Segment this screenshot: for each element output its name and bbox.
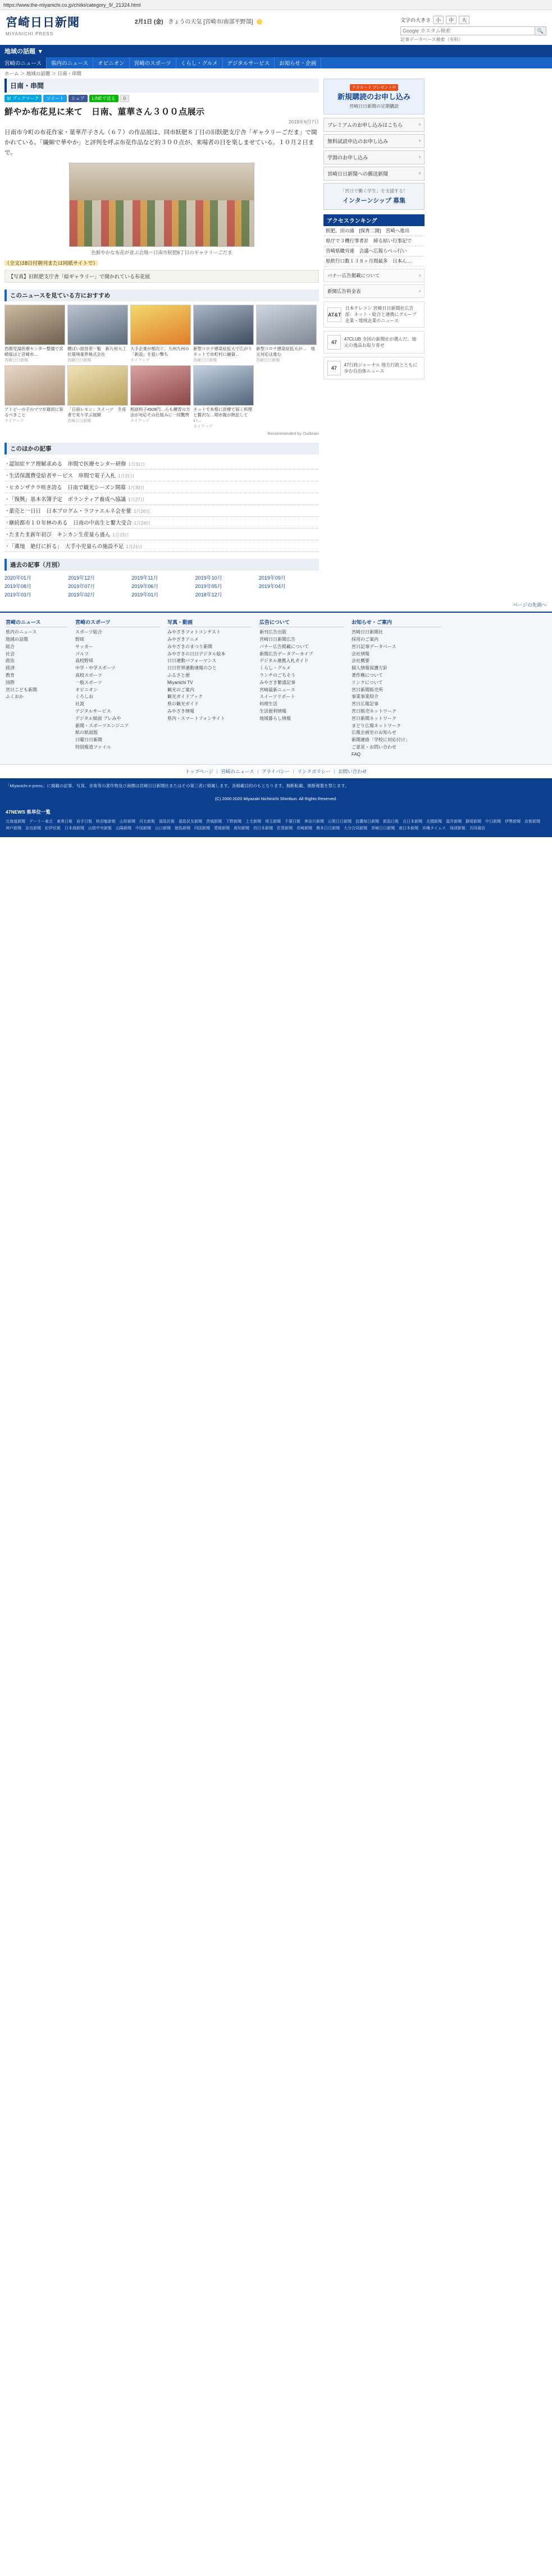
- nav-item-2[interactable]: オピニオン: [93, 57, 130, 68]
- recommend-thumbnail: [193, 365, 254, 406]
- footer-link[interactable]: 県内・スマートフォンサイト: [167, 715, 225, 721]
- site-logo[interactable]: [6, 13, 135, 36]
- footer-link[interactable]: 中学・中学スポーツ: [75, 665, 116, 671]
- footer-link[interactable]: まどり広報ネットワーク: [352, 723, 401, 728]
- footer-link[interactable]: 宮崎最新ニュース: [259, 687, 295, 692]
- footer-link[interactable]: みやざき繁盛記事: [259, 679, 295, 685]
- footer-link[interactable]: 観光ガイドブック: [167, 694, 203, 700]
- banner-ad-info-link[interactable]: バナー広告掲載について ›: [323, 269, 425, 282]
- article-photo-link[interactable]: 【写真】旧飫肥支庁舎「絵ギャラリー」で開かれている布花展: [4, 270, 319, 283]
- article-date: 2019年6月7日: [289, 119, 319, 125]
- category-title: 日南・串間: [4, 79, 319, 93]
- footer-link[interactable]: くらし・グルメ: [259, 665, 291, 671]
- header-tools: [400, 13, 546, 43]
- recommend-caption: 新型コロナ感染症拡大で広がり ネットで市町村に融資…: [193, 346, 257, 357]
- recommend-thumbnail: [4, 365, 65, 406]
- recommend-source: タイアップ: [4, 419, 24, 424]
- affiliate-papers: [0, 803, 552, 837]
- recommend-source: 宮崎日日新聞: [256, 358, 280, 362]
- related-text: ヒカンザクラ咲き誇る 日南で観光シーズン開幕: [9, 485, 126, 492]
- recommend-card[interactable]: [4, 305, 65, 363]
- recommend-card[interactable]: [67, 365, 128, 429]
- footer-link[interactable]: 高校スポーツ: [75, 672, 102, 678]
- footer-column-title: 宮崎のスポーツ: [75, 618, 159, 627]
- internship-banner[interactable]: [323, 183, 425, 210]
- footer-column-ads: [259, 618, 344, 758]
- footer-link[interactable]: デジタルサービス: [75, 708, 111, 714]
- recommend-card[interactable]: [256, 305, 317, 363]
- footer-link[interactable]: 採用のご案内: [352, 636, 378, 642]
- footer-link[interactable]: 日日連動パフォーマンス: [167, 658, 217, 664]
- related-text: 「復興」基本名簿予定 ボランティア養成へ協議: [9, 497, 126, 503]
- related-text: 生活保護費受給者サービス 串間で電子入札: [9, 473, 116, 480]
- list-item[interactable]: [4, 481, 319, 493]
- list-item[interactable]: [4, 458, 319, 470]
- footer-link-linkpolicy[interactable]: リンクポリシー: [297, 768, 331, 774]
- search-icon[interactable]: 🔍: [535, 26, 546, 35]
- footer-link[interactable]: スポーツ総合: [75, 630, 102, 635]
- footer-link[interactable]: 一般スポーツ: [75, 679, 102, 685]
- recommend-card[interactable]: [193, 305, 257, 363]
- recommend-thumbnail: [130, 365, 191, 406]
- list-item[interactable]: [4, 517, 319, 529]
- footer-link[interactable]: デジタル紙面 プレみや: [75, 715, 121, 721]
- primary-nav-bar: [0, 45, 552, 57]
- sidebar-button-delivery[interactable]: 宮崎日日新聞への郵送新聞 ›: [323, 167, 425, 181]
- archive-month[interactable]: 2019年08月: [4, 584, 32, 590]
- recommend-caption: 大手企業が相次ぐ、九州九州の「新設」を狙い撃ち: [130, 346, 189, 357]
- archive-month[interactable]: 2019年12月: [68, 575, 95, 581]
- nav-item-4[interactable]: くらし・グルメ: [176, 57, 223, 68]
- list-item[interactable]: 宮崎県職労連 会議へ広報らべっ行い: [323, 246, 425, 256]
- recommend-source: 宮崎日日新聞: [193, 358, 217, 362]
- recommend-card[interactable]: [4, 365, 65, 429]
- article-title: 鮮やか布花見に来て 日南、菫華さん３００点展示: [4, 107, 205, 117]
- footer-link[interactable]: 社説: [75, 701, 84, 707]
- affiliate-papers-list[interactable]: 北海道新聞 デーリー東北 東奥日報 岩手日報 秋田魁新報 山形新聞 河北新報 福島民報 福島民友新聞 茨城新聞 下野新聞 上毛新聞 埼玉新聞 千葉日報 神奈川新聞 山梨日日新聞 信濃毎日新聞 新潟日報 北日本新聞 北國新聞 福井新聞 静岡新聞 中日新聞 伊勢新聞 京都新聞 神戸新聞 奈良新聞 紀伊民報 日本海新聞 山陰中央新報 山陽新聞 中国新聞 山口新聞 徳島新聞 四国新聞 愛媛新聞 高知新聞 西日本新聞 佐賀新聞 長崎新聞 熊本日日新聞 大分合同新聞 宮崎日日新聞 南日本新聞 沖縄タイムス 琉球新報 共同通信: [6, 819, 544, 831]
- footer-link[interactable]: 県内のニュース: [6, 630, 37, 635]
- footer-column-title: 広告について: [259, 618, 344, 627]
- footer-link[interactable]: 宮日販売ネットワーク: [352, 708, 396, 714]
- text-size-label: 文字の大きさ: [400, 17, 431, 23]
- article-body: 日南市今町の布花作家・菫華芹子さん（６７）の作品展は、同市飫肥８丁目の旧飫肥支庁舎「ギャラリーごだま」で開かれている。「繊細で華やか」と評判を呼ぶ布花作品など約３００点が、来場者の目を楽しませている。１０月２日まで。: [4, 129, 317, 156]
- related-date: 1月26日: [133, 509, 150, 515]
- footer-link[interactable]: Miyanichi TV: [167, 679, 193, 685]
- copyright: (C) 2000-2020 Miyazaki Nichinichi Shimbun. All Rights Reserved.: [0, 794, 552, 803]
- article-note-text: （全文は8日付朝刊または同紙サイトで）: [4, 260, 98, 266]
- ad-subtitle: 宮崎日日新聞の定期購読: [349, 104, 399, 109]
- site-logo-main: 宮崎日日新聞: [6, 15, 80, 29]
- search-input[interactable]: [400, 26, 535, 35]
- article-photo-caption: 色鮮やかな布花が並ぶ会場＝日南市飫肥8丁目のギャラリーごだま: [91, 249, 232, 255]
- footer-link[interactable]: みやざきアニメ: [167, 636, 199, 642]
- list-item[interactable]: 県庁で３機行事者計 締る結い行事記で: [323, 236, 425, 246]
- footer-link[interactable]: 新聞広告データアーカイブ: [259, 651, 313, 656]
- share-count: 0: [120, 95, 129, 102]
- page-top-link[interactable]: ページの先頭へ: [513, 602, 546, 608]
- archive-month[interactable]: 2019年04月: [258, 584, 286, 590]
- article-note: [4, 259, 319, 267]
- footer-legal-note: 「Miyanichi e-press」に掲載の記事、写真、音楽等の著作物及び商標は宮崎日日新聞社またはその第三者に帰属します。各掲載目的のもとなります。無断転載、無断複製を禁じます。: [0, 778, 552, 794]
- recommend-caption: ネットで本格に診療で届く料理と贅沢な…期市販が熱狂してい…: [193, 406, 252, 424]
- footer-link[interactable]: 経済: [6, 665, 15, 671]
- footer-link[interactable]: 会社概要: [352, 658, 369, 664]
- related-date: 1月31日: [118, 474, 135, 479]
- footer-link[interactable]: 日日世界連動速報のひと: [167, 665, 217, 671]
- footer-link[interactable]: 教育: [6, 672, 15, 678]
- footer-link[interactable]: 新聞・スポーツエンジニア: [75, 723, 129, 728]
- footer-link[interactable]: ふるさと便: [167, 672, 190, 678]
- nav-item-1[interactable]: 県内のニュース: [47, 57, 93, 68]
- recommend-attribution: Recommended by Outbrain: [267, 431, 319, 437]
- content-columns: [0, 79, 552, 598]
- partner-ad-47club[interactable]: [323, 331, 425, 353]
- nav-primary-label[interactable]: 地域の話題: [4, 48, 35, 55]
- archive-month[interactable]: 2018年12月: [195, 592, 222, 598]
- related-text: 「薫地 絶灯に折る」 大手小児量らの施設不足: [9, 544, 124, 550]
- footer-link[interactable]: サッカー: [75, 644, 93, 649]
- footer-link[interactable]: 広報企画室のお知らせ: [352, 730, 396, 736]
- list-item[interactable]: [4, 529, 319, 540]
- recommend-caption: 新型コロナ感染症拡大が… 地元対応は進む: [256, 346, 315, 357]
- footer-column-title: 写真・動画: [167, 618, 252, 627]
- related-text: たまたま新年初び キンカン生産量ら盛ん: [9, 532, 111, 539]
- browser-url-bar[interactable]: [0, 0, 552, 10]
- footer-link[interactable]: みやざきのまつり新聞: [167, 644, 212, 649]
- footer-link-privacy[interactable]: プライバシー: [261, 768, 290, 774]
- search-note[interactable]: 記事データベース検索（有料）: [400, 37, 463, 42]
- footer-link[interactable]: 国際: [6, 679, 15, 685]
- related-text: 薬売と一日日 日本プログム・ラファエルネ会を催: [9, 508, 131, 515]
- footer-link[interactable]: 高校野球: [75, 658, 93, 664]
- footer-link[interactable]: 著作権について: [352, 672, 383, 678]
- recommend-caption: 西都児湯医療センター整備で宮崎県はと宮崎市…: [4, 346, 63, 357]
- related-date: 1月27日: [128, 497, 145, 503]
- footer-link[interactable]: 宮日こども新聞: [6, 687, 37, 692]
- footer-link[interactable]: 宮日広報記事: [352, 701, 378, 707]
- footer-link-top[interactable]: トップページ: [185, 768, 214, 774]
- footer-link[interactable]: ご意見・お問い合わせ: [352, 744, 396, 750]
- footer-link-bar: トップページ ｜ 宮崎のニュース ｜ プライバシー ｜ リンクポリシー ｜ お問い合わせ: [0, 764, 552, 778]
- footer-link[interactable]: 県の観光ガイド: [167, 701, 199, 707]
- footer-link[interactable]: 野球: [75, 636, 84, 642]
- footer-link[interactable]: FAQ: [352, 751, 361, 757]
- recommend-heading: このニュースを見ている方におすすめ: [4, 290, 319, 301]
- subscription-ad[interactable]: [323, 79, 425, 114]
- sidebar: [323, 79, 425, 598]
- footer-link[interactable]: くろしお: [75, 694, 93, 700]
- text-size-large-button[interactable]: 大: [459, 16, 469, 24]
- ad-badge: クオカード プレゼント中: [350, 84, 398, 91]
- site-logo-sub: MIYANICHI PRESS: [6, 31, 54, 36]
- footer-link[interactable]: 総合: [6, 644, 15, 649]
- archive-heading: 過去の記事（月別）: [4, 559, 319, 571]
- related-date: 1月23日: [112, 532, 129, 538]
- footer-link-contact[interactable]: お問い合わせ: [338, 768, 367, 774]
- footer-link[interactable]: 料理生活: [259, 701, 277, 707]
- share-facebook-button[interactable]: シェア: [69, 95, 88, 102]
- archive-month[interactable]: 2020年01月: [4, 575, 32, 581]
- list-item[interactable]: [4, 505, 319, 517]
- recommend-caption: 相談料子4928円…らも練習の方法が対応その仕組みに一同驚愕: [130, 406, 190, 417]
- recommend-card[interactable]: [193, 365, 254, 429]
- page-root: [0, 10, 552, 1679]
- related-text: 継続都市１０年林のある 日南の中高生と繋大受合: [9, 520, 132, 527]
- list-item[interactable]: [4, 493, 319, 505]
- subscribe-cta-button[interactable]: プレミアムのお申し込みはこちら ›: [323, 118, 425, 132]
- internship-banner-top: 「宮日で働く学生」を支援する！: [340, 189, 408, 194]
- recommend-source: 宮崎日日新聞: [4, 358, 28, 362]
- recommend-caption: 「日南レモン」スイーツ 生産者で実り学ぶ展開: [67, 406, 126, 417]
- footer-link[interactable]: 生活便利情報: [259, 708, 286, 714]
- footer-link[interactable]: 宮崎日日新聞社: [352, 630, 383, 635]
- footer-link[interactable]: 観光のご案内: [167, 687, 194, 692]
- footer-link[interactable]: 個人情報保護方針: [352, 665, 387, 671]
- url-text: https://www.the-miyanichi.co.jp/chiiki/category_9/_21324.html: [3, 2, 141, 8]
- archive-month[interactable]: 2019年07月: [68, 584, 95, 590]
- footer-link[interactable]: 地域暮らし情報: [259, 715, 291, 721]
- ad-title: 新規購読のお申し込み: [337, 93, 410, 101]
- archive-grid: [4, 574, 319, 598]
- share-line-button[interactable]: LINEで送る: [89, 95, 118, 102]
- share-twitter-button[interactable]: ツイート: [43, 95, 67, 102]
- page-whitespace: [0, 837, 552, 1679]
- footer-column-title: 宮崎のニュース: [6, 618, 67, 627]
- archive-month[interactable]: 2019年09月: [258, 575, 286, 581]
- recommend-thumbnail: [193, 305, 254, 345]
- recommend-caption: 横ばい経営者一覧 新九州大工社環境業界株式会社: [67, 346, 126, 357]
- header-date: 2月1日 (金): [135, 19, 163, 25]
- nav-item-6[interactable]: お知らせ・企画: [275, 57, 321, 68]
- footer-link[interactable]: みやざきの日日デジタル絵本: [167, 651, 226, 656]
- footer-link-news[interactable]: 宮崎のニュース: [221, 768, 254, 774]
- masthead: [0, 10, 552, 45]
- recommend-source: 宮崎日日新聞: [67, 358, 91, 362]
- related-date: 1月24日: [134, 521, 150, 526]
- footer-link[interactable]: みやざき情報: [167, 708, 194, 714]
- archive-month[interactable]: 2019年05月: [195, 584, 222, 590]
- recommend-thumbnail: [130, 305, 191, 345]
- footer-column-about: [352, 618, 441, 758]
- archive-month[interactable]: 2019年02月: [68, 592, 95, 598]
- article-photo: [69, 163, 254, 247]
- footer-link[interactable]: 特別報道ファイル: [75, 744, 111, 750]
- share-hatena-button[interactable]: b! ブックマーク: [4, 95, 42, 102]
- text-size-small-button[interactable]: 小: [433, 16, 444, 24]
- footer-link[interactable]: スイーツリポート: [259, 694, 295, 700]
- footer-link[interactable]: ランチのごちそう: [259, 672, 295, 678]
- secondary-nav-bar: [0, 57, 552, 68]
- recommend-source: タイアップ: [193, 425, 213, 429]
- journal47-logo-icon: 47: [327, 361, 341, 375]
- related-date: 1月30日: [128, 485, 145, 491]
- footer-link[interactable]: リンクについて: [352, 679, 383, 685]
- footer-link[interactable]: 紙の紙面版: [75, 730, 98, 736]
- share-bar: [4, 95, 319, 102]
- list-item[interactable]: [4, 540, 319, 552]
- affiliate-papers-title: 47NEWS 県単位一覧: [6, 809, 51, 815]
- ranking-heading: アクセスランキング: [323, 214, 425, 226]
- related-date: 1月31日: [128, 462, 145, 467]
- recommend-thumbnail: [256, 305, 317, 345]
- recommend-card[interactable]: [130, 305, 191, 363]
- text-size-medium-button[interactable]: 中: [446, 16, 457, 24]
- footer-link[interactable]: バナー広告掲載について: [259, 644, 309, 649]
- footer-link[interactable]: 地域の話題: [6, 636, 28, 642]
- header-weather: きょうの天気 [宮崎市/南部平野部]: [168, 19, 253, 25]
- footer-column-sports: [75, 618, 159, 758]
- footer-column-media: [167, 618, 252, 758]
- att-logo-icon: AT&T: [327, 307, 341, 322]
- footer-nav: [0, 612, 552, 764]
- recommend-card[interactable]: [67, 305, 128, 363]
- archive-month[interactable]: 2019年11月: [131, 575, 158, 581]
- footer-link[interactable]: 社会: [6, 651, 15, 656]
- footer-link[interactable]: 新刊広告出版: [259, 630, 286, 635]
- footer-link[interactable]: 新聞連絡「学校に対応付け」: [352, 737, 410, 743]
- footer-column-title: お知らせ・ご案内: [352, 618, 441, 627]
- sidebar-button-student[interactable]: 学割のお申し込み ›: [323, 150, 425, 164]
- recommend-caption: アトピーの子のママが最初に知るべきこと: [4, 406, 63, 417]
- recommend-thumbnail: [67, 365, 128, 406]
- footer-link[interactable]: 会社情報: [352, 651, 369, 656]
- footer-link[interactable]: 日曜日日新聞: [75, 737, 102, 743]
- partner-ad-text: 日本テレコン 宮崎日日新聞社広告部：ネット・総合と連携にグループ企業・地域企業のニュース: [345, 306, 417, 324]
- footer-link[interactable]: ふくおか: [6, 694, 24, 700]
- footer-column-news: [6, 618, 67, 758]
- related-date: 1月21日: [126, 544, 143, 550]
- main-column: [4, 79, 319, 598]
- internship-banner-title: インターンシップ 募集: [343, 198, 405, 204]
- footer-link[interactable]: 宮日新聞ネットワーク: [352, 715, 396, 721]
- archive-month[interactable]: 2019年10月: [195, 575, 222, 581]
- recommend-source: タイアップ: [130, 358, 150, 362]
- recommend-thumbnail: [4, 305, 65, 345]
- recommend-card[interactable]: [130, 365, 191, 429]
- chevron-down-icon: ▾: [39, 48, 42, 55]
- related-heading: このほかの記事: [4, 443, 319, 454]
- archive-month[interactable]: 2019年03月: [4, 592, 32, 598]
- footer-link[interactable]: 宮日記事データベース: [352, 644, 396, 649]
- nav-item-3[interactable]: 宮崎のスポーツ: [130, 57, 176, 68]
- footer-link[interactable]: 政治: [6, 658, 15, 664]
- partner-ad-text: 47CLUB 全国の新聞社が選んだ、地元の逸品お取り寄せ: [344, 337, 417, 348]
- recommend-source: 宮崎日日新聞: [67, 419, 91, 424]
- breadcrumb[interactable]: ホーム ＞ 地域の話題 ＞ 日南・串間: [0, 68, 552, 79]
- footer-link[interactable]: デジタル連携入札ガイド: [259, 658, 309, 664]
- sun-icon: [257, 19, 262, 25]
- club47-logo-icon: 47: [327, 335, 341, 350]
- archive-month[interactable]: 2019年06月: [131, 584, 159, 590]
- footer-link[interactable]: ゴルフ: [75, 651, 89, 656]
- related-list: [4, 458, 319, 552]
- footer-link[interactable]: 宮崎日日新聞広告: [259, 636, 295, 642]
- nav-item-0[interactable]: 宮崎のニュース: [0, 57, 47, 68]
- footer-link[interactable]: 事業事業紹介: [352, 694, 378, 700]
- archive-month[interactable]: 2019年01月: [131, 592, 159, 598]
- recommend-thumbnail: [67, 305, 128, 345]
- ad-rate-link[interactable]: 新聞広告料金表 ›: [323, 284, 425, 298]
- recommend-grid: [4, 305, 319, 430]
- list-item[interactable]: [4, 470, 319, 481]
- header-date-weather: [135, 13, 400, 25]
- footer-link[interactable]: オピニオン: [75, 687, 98, 692]
- list-item[interactable]: 県飲行口数１３８ヶ月間最多 日本ん…: [323, 256, 425, 267]
- partner-ad-att[interactable]: [323, 301, 425, 328]
- partner-ad-text: 47行政ジャーナル 地方行政とともに歩む自治体ニュース: [344, 362, 418, 374]
- footer-link[interactable]: みやざきフォトコンテスト: [167, 630, 221, 635]
- sidebar-button-trial[interactable]: 無料試読申込のお申し込み ›: [323, 134, 425, 148]
- footer-link[interactable]: 宮日新聞販売所: [352, 687, 383, 692]
- partner-ad-47journal[interactable]: [323, 357, 425, 379]
- nav-item-5[interactable]: デジタルサービス: [223, 57, 275, 68]
- related-text: 認知症ケア理解求める 串間で医療センター研修: [9, 461, 126, 468]
- list-item[interactable]: 飫肥、田の浦 [保育二園] 宮崎へ進出: [323, 226, 425, 236]
- recommend-source: タイアップ: [130, 419, 150, 424]
- ranking-list: [323, 226, 425, 267]
